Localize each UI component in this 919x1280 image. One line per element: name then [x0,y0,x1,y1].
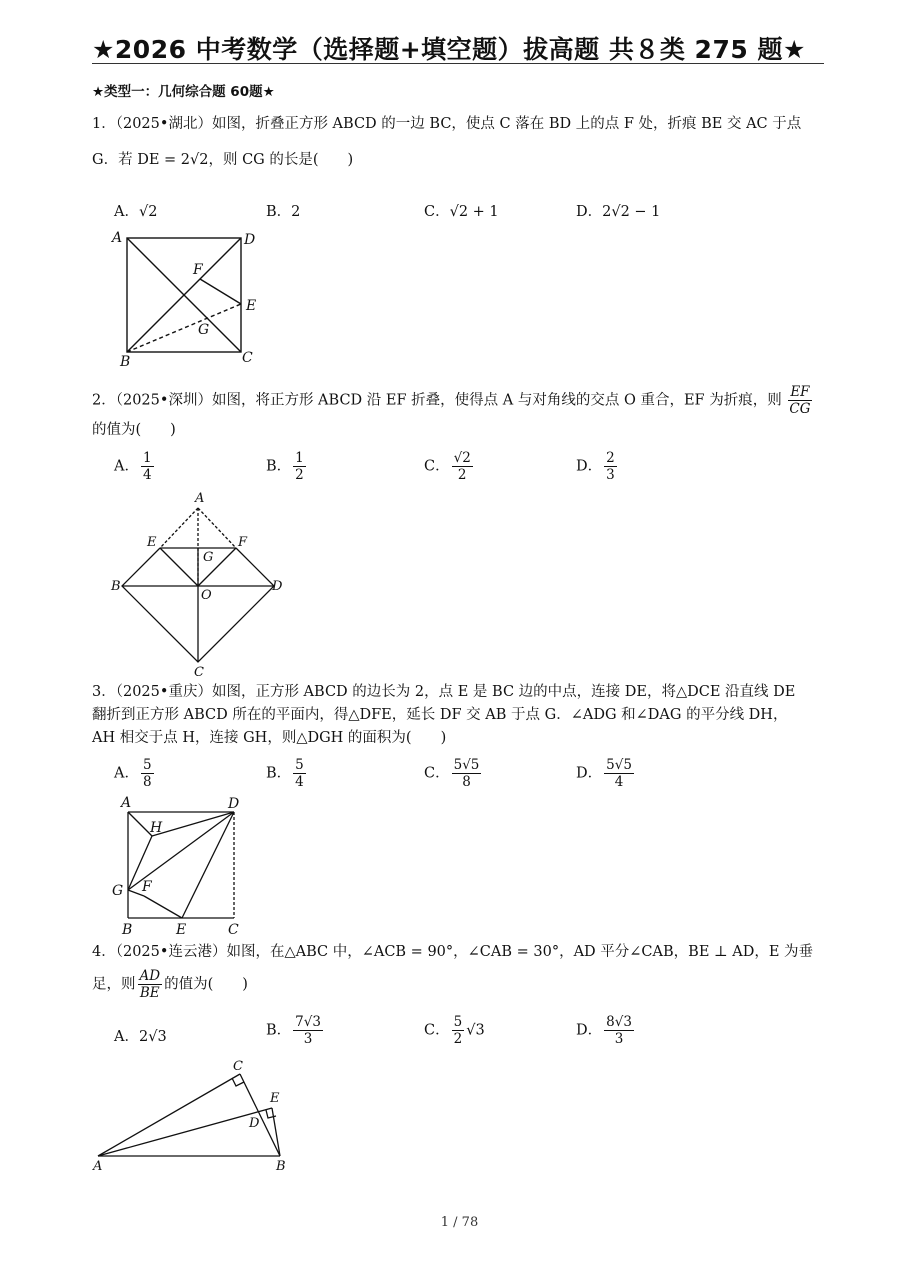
q1-label-c: C [242,350,253,366]
q2-option-c: C． $\frac{√2}{2}$ [424,450,471,483]
q3-figure [104,794,264,938]
q1-label-e: E [246,298,257,314]
question-3-line1 [92,682,795,702]
q4-label-e: E [270,1091,280,1106]
q2-label-c: C [194,665,204,680]
q4-figure [90,1056,300,1176]
q2-label-f: F [238,535,248,550]
section-heading: ★类型一：几何综合题 60题★ [92,84,275,100]
q1-option-c: C．√2 + 1 [424,204,499,220]
question-4-line1 [92,942,813,962]
q2-ratio: $\frac{EF}{CG}$ [789,384,811,417]
q3-option-b: B． $\frac{5}{4}$ [266,757,304,790]
question-3-line2: 翻折到正方形 ABCD 所在的平面内，得△DFE，延长 DF 交 AB 于点 G．∠ADG 和∠DAG 的平分线 DH， [92,707,788,723]
q4-option-d: D． $\frac{8√3}{3}$ [576,1014,632,1047]
q3-label-g: G [112,883,124,899]
q3-option-d: D． $\frac{5√5}{4}$ [576,757,632,790]
question-4-source: （2025•连云港） [115,944,227,960]
q3-label-e: E [176,922,187,938]
q4-label-c: C [233,1059,243,1074]
q2-option-b: B． $\frac{1}{2}$ [266,450,304,483]
q2-label-o: O [201,588,212,603]
question-2-number: 2． [92,392,116,409]
q1-label-f: F [193,262,203,278]
question-1-number: 1． [92,116,116,132]
q2-option-a: A． $\frac{1}{4}$ [114,450,152,483]
question-1-line1 [92,114,801,134]
q4-ratio: $\frac{AD}{BE}$ [139,968,161,1001]
question-2-line2: 的值为( ) [92,422,176,438]
q4-option-c: C． $\frac{5}{2}$ √3 [424,1014,485,1047]
q1-label-g: G [198,322,210,338]
q3-label-f: F [142,879,152,895]
question-3-number: 3． [92,684,116,700]
q4-option-a: A．2√3 [114,1029,167,1045]
q1-label-b: B [120,354,131,370]
q4-option-b: B． $\frac{7√3}{3}$ [266,1014,321,1047]
q2-option-d: D． $\frac{2}{3}$ [576,450,615,483]
question-1-text: 如图，折叠正方形 ABCD 的一边 BC，使点 C 落在 BD 上的点 F 处，折痕 BE 交 AC 于点 [211,116,802,132]
question-3-source: （2025•重庆） [115,684,212,700]
q3-label-h: H [150,820,163,836]
question-2-line1 [92,384,814,417]
q3-label-a: A [121,795,132,811]
q1-figure [100,224,280,374]
question-1-source: （2025•湖北） [115,116,212,132]
q1-label-a: A [112,230,123,246]
q1-option-b: B．2 [266,204,301,220]
question-2-source: （2025•深圳） [115,392,212,409]
q2-label-e: E [147,535,157,550]
page-title: ★2026 中考数学（选择题+填空题）拔高题 共８类 275 题★ [92,35,806,64]
q3-label-c: C [228,922,239,938]
question-4-text: 如图，在△ABC 中，∠ACB = 90°，∠CAB = 30°，AD 平分∠CAB，BE ⊥ AD，E 为垂 [226,944,814,960]
title-rule [92,63,824,64]
question-1-line2: G．若 DE = 2√2，则 CG 的长是( ) [92,152,354,168]
q2-label-b: B [111,579,121,594]
question-4-line2: 足，则 $\frac{AD}{BE}$ 的值为( ) [92,968,248,1001]
q2-label-a: A [195,491,205,506]
question-4-number: 4． [92,944,116,960]
question-3-text: 如图，正方形 ABCD 的边长为 2，点 E 是 BC 边的中点，连接 DE，将△DCE 沿直线 DE [211,684,796,700]
q4-label-a: A [93,1159,103,1174]
q2-figure [100,488,310,680]
q4-label-b: B [276,1159,286,1174]
q1-option-a: A．√2 [114,204,158,220]
page-number: 1 / 78 [440,1215,479,1230]
q3-label-b: B [122,922,133,938]
question-3-line3: AH 相交于点 H，连接 GH，则△DGH 的面积为( ) [92,730,447,746]
q3-option-c: C． $\frac{5√5}{8}$ [424,757,480,790]
q1-option-d: D．2√2 − 1 [576,204,661,220]
q2-label-d: D [272,579,283,594]
q1-label-d: D [244,232,256,248]
question-2-text: 如图，将正方形 ABCD 沿 EF 折叠，使得点 A 与对角线的交点 O 重合，EF 为折痕，则 [211,392,782,409]
q2-label-g: G [203,550,214,565]
q3-option-a: A． $\frac{5}{8}$ [114,757,152,790]
q3-label-d: D [228,796,240,812]
q4-label-d: D [249,1116,260,1131]
